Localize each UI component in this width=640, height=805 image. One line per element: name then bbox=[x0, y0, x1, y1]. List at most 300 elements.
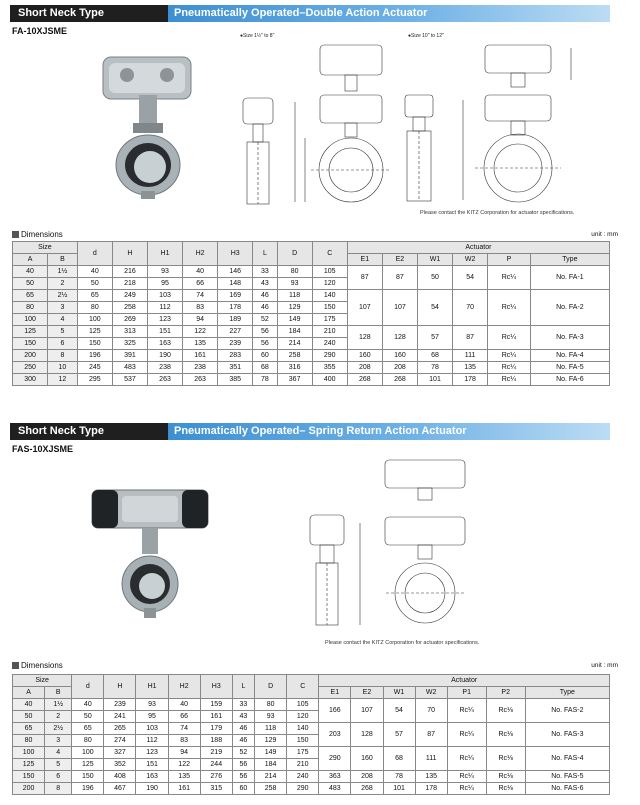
table-cell: 40 bbox=[183, 266, 218, 278]
section1-unit: unit : mm bbox=[591, 231, 618, 238]
actuator-cell: 128 bbox=[382, 326, 417, 350]
table-cell: 100 bbox=[13, 747, 45, 759]
header-h3: H3 bbox=[200, 675, 232, 699]
header-p: P bbox=[488, 254, 531, 266]
section2-tag: Short Neck Type bbox=[10, 423, 168, 440]
actuator-cell: 70 bbox=[415, 699, 447, 723]
table-cell: 385 bbox=[218, 374, 253, 386]
table-cell: 184 bbox=[255, 759, 287, 771]
table-cell: 52 bbox=[253, 314, 277, 326]
table-cell: 125 bbox=[13, 326, 48, 338]
table-cell: 5 bbox=[48, 326, 78, 338]
table-cell: 112 bbox=[136, 735, 168, 747]
actuator-cell: 111 bbox=[415, 747, 447, 771]
header-d: d bbox=[77, 242, 112, 266]
table-row bbox=[13, 699, 610, 711]
table-cell: 103 bbox=[147, 290, 182, 302]
section1-note: Please contact the KITZ Corporation for actuator specifications. bbox=[420, 210, 575, 216]
table-cell: 95 bbox=[136, 711, 168, 723]
table-cell: 78 bbox=[253, 374, 277, 386]
header-type: Type bbox=[530, 254, 609, 266]
table-cell: 140 bbox=[312, 290, 347, 302]
table-cell: 8 bbox=[45, 783, 72, 795]
actuator-cell: 78 bbox=[417, 362, 452, 374]
table-cell: 210 bbox=[287, 759, 319, 771]
table-cell: 2 bbox=[45, 711, 72, 723]
table-cell: 250 bbox=[13, 362, 48, 374]
actuator-cell: 128 bbox=[347, 326, 382, 350]
table-cell: 125 bbox=[77, 326, 112, 338]
table-cell: 219 bbox=[200, 747, 232, 759]
table-cell: 149 bbox=[255, 747, 287, 759]
table-cell: 94 bbox=[168, 747, 200, 759]
table-row bbox=[13, 723, 610, 735]
table-cell: 258 bbox=[255, 783, 287, 795]
table-cell: 150 bbox=[13, 771, 45, 783]
table-cell: 161 bbox=[183, 350, 218, 362]
table-cell: 178 bbox=[218, 302, 253, 314]
table-cell: 65 bbox=[13, 723, 45, 735]
actuator-cell: 54 bbox=[417, 290, 452, 326]
actuator-cell: Rc⅛ bbox=[486, 783, 525, 795]
header-actuator: Actuator bbox=[347, 242, 609, 254]
table-cell: 40 bbox=[13, 699, 45, 711]
actuator-cell: 87 bbox=[347, 266, 382, 290]
table-cell: 238 bbox=[183, 362, 218, 374]
header-p2: P2 bbox=[486, 687, 525, 699]
table-row bbox=[13, 771, 610, 783]
header-h: H bbox=[112, 242, 147, 266]
section2-unit: unit : mm bbox=[591, 662, 618, 669]
header-a: A bbox=[13, 687, 45, 699]
table-cell: 123 bbox=[136, 747, 168, 759]
actuator-cell: 160 bbox=[347, 350, 382, 362]
actuator-cell: Rc¼ bbox=[447, 699, 486, 723]
table-cell: 175 bbox=[287, 747, 319, 759]
table-cell: 105 bbox=[312, 266, 347, 278]
table-cell: 60 bbox=[232, 783, 254, 795]
table-cell: 245 bbox=[77, 362, 112, 374]
table-cell: 2½ bbox=[45, 723, 72, 735]
table-cell: 112 bbox=[147, 302, 182, 314]
actuator-cell: No. FAS-5 bbox=[525, 771, 609, 783]
table-cell: 190 bbox=[147, 350, 182, 362]
table-cell: 244 bbox=[200, 759, 232, 771]
table-cell: 269 bbox=[112, 314, 147, 326]
table-cell: 3 bbox=[48, 302, 78, 314]
table-cell: 125 bbox=[13, 759, 45, 771]
table-cell: 40 bbox=[168, 699, 200, 711]
table-cell: 355 bbox=[312, 362, 347, 374]
table-cell: 129 bbox=[255, 735, 287, 747]
spring-return-dimension-drawing bbox=[300, 455, 500, 635]
table-cell: 150 bbox=[77, 338, 112, 350]
table-row bbox=[13, 747, 610, 759]
actuator-cell: Rc⅛ bbox=[486, 747, 525, 771]
header-w1: W1 bbox=[417, 254, 452, 266]
double-action-dimension-drawing bbox=[235, 40, 610, 212]
table-cell: 216 bbox=[112, 266, 147, 278]
actuator-cell: Rc¼ bbox=[488, 326, 531, 350]
table-cell: 50 bbox=[72, 711, 104, 723]
actuator-cell: Rc¼ bbox=[488, 362, 531, 374]
header-h2: H2 bbox=[183, 242, 218, 266]
actuator-cell: Rc¼ bbox=[488, 266, 531, 290]
table-cell: 56 bbox=[232, 771, 254, 783]
section2-model: FAS-10XJSME bbox=[12, 444, 74, 454]
table-cell: 120 bbox=[287, 711, 319, 723]
table-cell: 135 bbox=[183, 338, 218, 350]
table-cell: 265 bbox=[104, 723, 136, 735]
table-cell: 80 bbox=[72, 735, 104, 747]
table-cell: 240 bbox=[312, 338, 347, 350]
table-cell: 159 bbox=[200, 699, 232, 711]
table-cell: 33 bbox=[253, 266, 277, 278]
table-cell: 150 bbox=[287, 735, 319, 747]
actuator-cell: 268 bbox=[351, 783, 383, 795]
actuator-cell: 87 bbox=[453, 326, 488, 350]
actuator-cell: 87 bbox=[382, 266, 417, 290]
actuator-cell: 135 bbox=[415, 771, 447, 783]
table-cell: 100 bbox=[77, 314, 112, 326]
table-cell: 179 bbox=[200, 723, 232, 735]
table-cell: 50 bbox=[13, 711, 45, 723]
table-cell: 283 bbox=[218, 350, 253, 362]
actuator-cell: No. FA-2 bbox=[530, 290, 609, 326]
actuator-cell: 57 bbox=[383, 723, 415, 747]
table-cell: 100 bbox=[72, 747, 104, 759]
square-icon bbox=[12, 231, 19, 238]
table-cell: 46 bbox=[232, 735, 254, 747]
actuator-cell: Rc¼ bbox=[447, 783, 486, 795]
actuator-cell: No. FAS-4 bbox=[525, 747, 609, 771]
table-cell: 146 bbox=[218, 266, 253, 278]
section1-dimensions-label bbox=[12, 230, 63, 239]
table-cell: 241 bbox=[104, 711, 136, 723]
table-cell: 56 bbox=[253, 326, 277, 338]
table-row bbox=[13, 374, 610, 386]
header-w2: W2 bbox=[453, 254, 488, 266]
table-cell: 80 bbox=[13, 302, 48, 314]
header-h3: H3 bbox=[218, 242, 253, 266]
table-cell: 93 bbox=[147, 266, 182, 278]
table-cell: 408 bbox=[104, 771, 136, 783]
header-b: B bbox=[48, 254, 78, 266]
table-cell: 6 bbox=[48, 338, 78, 350]
table-cell: 80 bbox=[13, 735, 45, 747]
actuator-cell: No. FA-6 bbox=[530, 374, 609, 386]
table-cell: 56 bbox=[253, 338, 277, 350]
actuator-cell: 178 bbox=[415, 783, 447, 795]
actuator-cell: 208 bbox=[347, 362, 382, 374]
table-cell: 8 bbox=[48, 350, 78, 362]
table-cell: 240 bbox=[287, 771, 319, 783]
header-row bbox=[13, 675, 610, 687]
actuator-cell: 70 bbox=[453, 290, 488, 326]
table-cell: 4 bbox=[45, 747, 72, 759]
double-action-valve-photo bbox=[95, 45, 200, 200]
header-w1: W1 bbox=[383, 687, 415, 699]
table-cell: 46 bbox=[232, 723, 254, 735]
table-cell: 68 bbox=[253, 362, 277, 374]
table-cell: 80 bbox=[277, 266, 312, 278]
header-type: Type bbox=[525, 687, 609, 699]
header-h1: H1 bbox=[147, 242, 182, 266]
table-cell: 239 bbox=[104, 699, 136, 711]
actuator-cell: 160 bbox=[382, 350, 417, 362]
actuator-cell: No. FA-3 bbox=[530, 326, 609, 350]
table-cell: 135 bbox=[168, 771, 200, 783]
table-row bbox=[13, 266, 610, 278]
actuator-cell: No. FAS-2 bbox=[525, 699, 609, 723]
header-row bbox=[13, 242, 610, 254]
actuator-cell: Rc¼ bbox=[447, 771, 486, 783]
header-d: D bbox=[255, 675, 287, 699]
table-cell: 163 bbox=[136, 771, 168, 783]
table-cell: 2 bbox=[48, 278, 78, 290]
table-cell: 315 bbox=[200, 783, 232, 795]
table-cell: 103 bbox=[136, 723, 168, 735]
table-cell: 239 bbox=[218, 338, 253, 350]
actuator-cell: 203 bbox=[319, 723, 351, 747]
table-row bbox=[13, 783, 610, 795]
actuator-cell: No. FA-1 bbox=[530, 266, 609, 290]
section1-model: FA-10XJSME bbox=[12, 26, 68, 36]
table-cell: 33 bbox=[232, 699, 254, 711]
table-cell: 148 bbox=[218, 278, 253, 290]
table-cell: 263 bbox=[183, 374, 218, 386]
table-cell: 118 bbox=[255, 723, 287, 735]
actuator-cell: 57 bbox=[417, 326, 452, 350]
table-row bbox=[13, 350, 610, 362]
table-cell: 5 bbox=[45, 759, 72, 771]
section2-banner bbox=[10, 423, 610, 440]
table-cell: 66 bbox=[183, 278, 218, 290]
table-cell: 258 bbox=[277, 350, 312, 362]
section2-dimensions-label bbox=[12, 661, 63, 670]
section2-dimension-table bbox=[12, 674, 610, 795]
table-cell: 83 bbox=[183, 302, 218, 314]
table-cell: 40 bbox=[77, 266, 112, 278]
actuator-cell: 54 bbox=[453, 266, 488, 290]
section1-tag: Short Neck Type bbox=[10, 5, 168, 22]
table-cell: 161 bbox=[200, 711, 232, 723]
table-cell: 295 bbox=[77, 374, 112, 386]
table-cell: 210 bbox=[312, 326, 347, 338]
header-d: d bbox=[72, 675, 104, 699]
table-cell: 80 bbox=[77, 302, 112, 314]
table-cell: 60 bbox=[253, 350, 277, 362]
header-l: L bbox=[232, 675, 254, 699]
table-cell: 50 bbox=[13, 278, 48, 290]
header-w2: W2 bbox=[415, 687, 447, 699]
table-cell: 214 bbox=[255, 771, 287, 783]
table-cell: 200 bbox=[13, 350, 48, 362]
header-h: H bbox=[104, 675, 136, 699]
table-cell: 258 bbox=[112, 302, 147, 314]
table-cell: 325 bbox=[112, 338, 147, 350]
table-cell: 200 bbox=[13, 783, 45, 795]
table-cell: 327 bbox=[104, 747, 136, 759]
actuator-cell: Rc⅛ bbox=[486, 699, 525, 723]
header-l: L bbox=[253, 242, 277, 266]
actuator-cell: 87 bbox=[415, 723, 447, 747]
table-cell: 163 bbox=[147, 338, 182, 350]
actuator-cell: Rc⅛ bbox=[486, 771, 525, 783]
header-size: Size bbox=[13, 675, 72, 687]
header-d: D bbox=[277, 242, 312, 266]
section2-title: Pneumatically Operated– Spring Return Action Actuator bbox=[168, 423, 610, 440]
table-cell: 274 bbox=[104, 735, 136, 747]
table-cell: 188 bbox=[200, 735, 232, 747]
square-icon bbox=[12, 662, 19, 669]
table-cell: 94 bbox=[183, 314, 218, 326]
section2-dimensions-text: Dimensions bbox=[21, 661, 63, 670]
table-cell: 65 bbox=[13, 290, 48, 302]
table-cell: 118 bbox=[277, 290, 312, 302]
table-cell: 93 bbox=[277, 278, 312, 290]
table-cell: 316 bbox=[277, 362, 312, 374]
drawing-caption-small: ●Size 1½" to 8" bbox=[240, 33, 275, 39]
table-cell: 276 bbox=[200, 771, 232, 783]
table-row bbox=[13, 326, 610, 338]
table-cell: 238 bbox=[147, 362, 182, 374]
table-cell: 290 bbox=[312, 350, 347, 362]
table-cell: 105 bbox=[287, 699, 319, 711]
table-cell: 149 bbox=[277, 314, 312, 326]
table-cell: 150 bbox=[72, 771, 104, 783]
header-h2: H2 bbox=[168, 675, 200, 699]
actuator-cell: 78 bbox=[383, 771, 415, 783]
table-cell: 3 bbox=[45, 735, 72, 747]
actuator-cell: Rc¼ bbox=[447, 747, 486, 771]
header-e2: E2 bbox=[351, 687, 383, 699]
actuator-cell: Rc¼ bbox=[488, 374, 531, 386]
actuator-cell: 50 bbox=[417, 266, 452, 290]
actuator-cell: No. FAS-3 bbox=[525, 723, 609, 747]
table-cell: 43 bbox=[253, 278, 277, 290]
table-cell: 467 bbox=[104, 783, 136, 795]
spring-return-valve-photo bbox=[88, 480, 213, 620]
actuator-cell: No. FAS-6 bbox=[525, 783, 609, 795]
table-cell: 123 bbox=[147, 314, 182, 326]
actuator-cell: 363 bbox=[319, 771, 351, 783]
table-cell: 537 bbox=[112, 374, 147, 386]
table-cell: 351 bbox=[218, 362, 253, 374]
actuator-cell: 178 bbox=[453, 374, 488, 386]
header-p1: P1 bbox=[447, 687, 486, 699]
table-cell: 125 bbox=[72, 759, 104, 771]
table-cell: 313 bbox=[112, 326, 147, 338]
table-cell: 83 bbox=[168, 735, 200, 747]
table-cell: 40 bbox=[13, 266, 48, 278]
table-cell: 249 bbox=[112, 290, 147, 302]
table-cell: 122 bbox=[168, 759, 200, 771]
section1-dimensions-text: Dimensions bbox=[21, 230, 63, 239]
table-cell: 175 bbox=[312, 314, 347, 326]
table-cell: 10 bbox=[48, 362, 78, 374]
header-c: C bbox=[312, 242, 347, 266]
section2-note: Please contact the KITZ Corporation for actuator specifications. bbox=[325, 640, 480, 646]
table-cell: 196 bbox=[77, 350, 112, 362]
table-cell: 227 bbox=[218, 326, 253, 338]
actuator-cell: 208 bbox=[382, 362, 417, 374]
actuator-cell: 107 bbox=[382, 290, 417, 326]
table-cell: 52 bbox=[232, 747, 254, 759]
table-cell: 300 bbox=[13, 374, 48, 386]
table-cell: 65 bbox=[72, 723, 104, 735]
drawing-caption-large: ●Size 10" to 12" bbox=[408, 33, 444, 39]
table-cell: 218 bbox=[112, 278, 147, 290]
table-row bbox=[13, 290, 610, 302]
actuator-cell: 290 bbox=[319, 747, 351, 771]
actuator-cell: 268 bbox=[347, 374, 382, 386]
table-cell: 50 bbox=[77, 278, 112, 290]
header-e1: E1 bbox=[347, 254, 382, 266]
actuator-cell: 208 bbox=[351, 771, 383, 783]
table-cell: 65 bbox=[77, 290, 112, 302]
table-cell: 263 bbox=[147, 374, 182, 386]
table-cell: 391 bbox=[112, 350, 147, 362]
table-cell: 189 bbox=[218, 314, 253, 326]
table-cell: 74 bbox=[168, 723, 200, 735]
table-cell: 140 bbox=[287, 723, 319, 735]
table-cell: 1½ bbox=[48, 266, 78, 278]
header-b: B bbox=[45, 687, 72, 699]
header-e2: E2 bbox=[382, 254, 417, 266]
table-cell: 120 bbox=[312, 278, 347, 290]
header-a: A bbox=[13, 254, 48, 266]
header-size: Size bbox=[13, 242, 78, 254]
table-cell: 93 bbox=[255, 711, 287, 723]
table-cell: 4 bbox=[48, 314, 78, 326]
actuator-cell: Rc¼ bbox=[447, 723, 486, 747]
section1-banner bbox=[10, 5, 610, 22]
table-cell: 150 bbox=[13, 338, 48, 350]
table-cell: 95 bbox=[147, 278, 182, 290]
actuator-cell: 128 bbox=[351, 723, 383, 747]
table-cell: 74 bbox=[183, 290, 218, 302]
table-cell: 214 bbox=[277, 338, 312, 350]
table-cell: 151 bbox=[136, 759, 168, 771]
table-cell: 400 bbox=[312, 374, 347, 386]
section1-dimension-table bbox=[12, 241, 610, 386]
table-cell: 100 bbox=[13, 314, 48, 326]
header-h1: H1 bbox=[136, 675, 168, 699]
actuator-cell: Rc⅛ bbox=[486, 723, 525, 747]
table-cell: 40 bbox=[72, 699, 104, 711]
actuator-cell: 101 bbox=[417, 374, 452, 386]
actuator-cell: 160 bbox=[351, 747, 383, 771]
table-cell: 46 bbox=[253, 302, 277, 314]
header-e1: E1 bbox=[319, 687, 351, 699]
actuator-cell: 107 bbox=[351, 699, 383, 723]
table-cell: 43 bbox=[232, 711, 254, 723]
actuator-cell: 101 bbox=[383, 783, 415, 795]
actuator-cell: 107 bbox=[347, 290, 382, 326]
actuator-cell: Rc¼ bbox=[488, 290, 531, 326]
actuator-cell: 111 bbox=[453, 350, 488, 362]
table-cell: 93 bbox=[136, 699, 168, 711]
actuator-cell: 135 bbox=[453, 362, 488, 374]
actuator-cell: 483 bbox=[319, 783, 351, 795]
table-cell: 80 bbox=[255, 699, 287, 711]
actuator-cell: 268 bbox=[382, 374, 417, 386]
table-cell: 169 bbox=[218, 290, 253, 302]
table-cell: 290 bbox=[287, 783, 319, 795]
table-cell: 150 bbox=[312, 302, 347, 314]
section1-title: Pneumatically Operated–Double Action Actuator bbox=[168, 5, 610, 22]
